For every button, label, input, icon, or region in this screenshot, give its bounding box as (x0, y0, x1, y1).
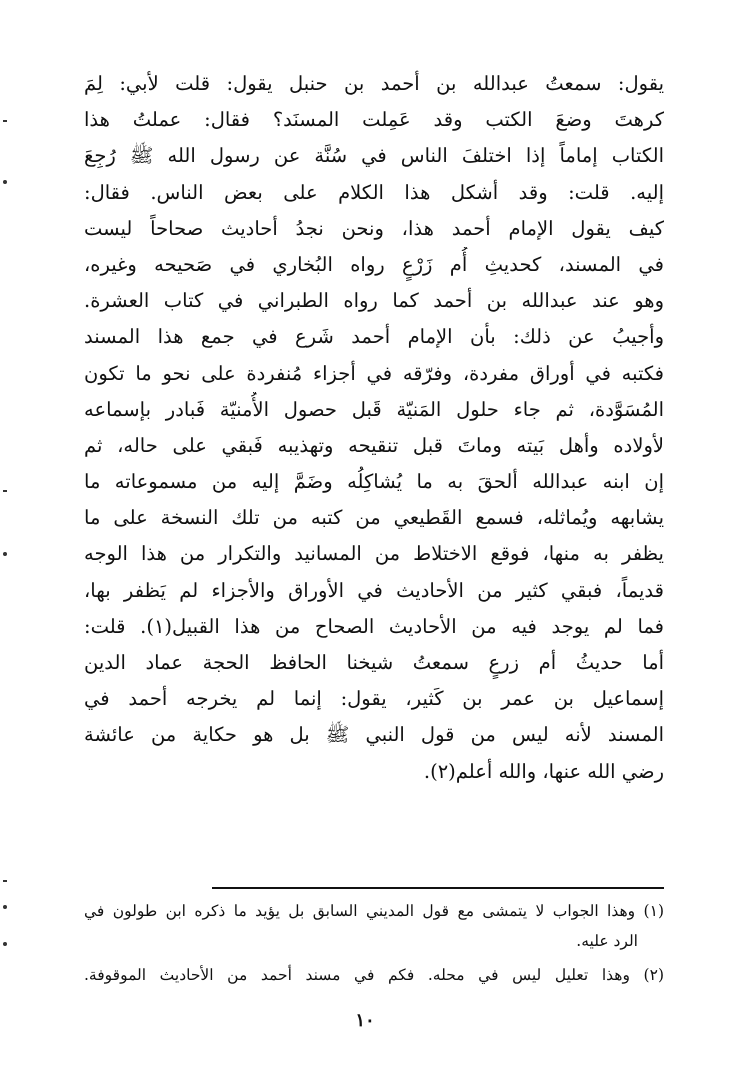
text-line: وهو عند عبدالله بن أحمد كما رواه الطبراني في كتاب العشرة. (84, 289, 664, 313)
margin-mark (3, 880, 7, 882)
text-line: المسند لأنه ليس من قول النبي ﷺ بل هو حكاية من عائشة (84, 723, 664, 747)
text-line: رضي الله عنها، والله أعلم(٢). (423, 759, 664, 783)
text-line: كيف يقول الإمام أحمد هذا، ونحن نجدُ أحاديث صحاحاً ليست (84, 216, 664, 240)
main-text (84, 66, 664, 790)
margin-mark (3, 180, 7, 184)
text-line: يشابهه ويُماثله، فسمع القَطيعي من كتبه من تلك النسخة على ما (84, 506, 664, 530)
text-line: لأولاده وأهل بَيته وماتَ قبل تنقيحه وتهذيبه فَبقي على حاله، ثم (84, 433, 664, 457)
footnote-line: (١) وهذا الجواب لا يتمشى مع قول المديني السابق بل يؤيد ما ذكره ابن طولون في (84, 902, 664, 920)
footnote-separator (212, 887, 664, 889)
footnote-line: الرد عليه. (576, 932, 638, 950)
text-line: إسماعيل بن عمر بن كَثير، يقول: إنما لم يخرجه أحمد في (84, 687, 664, 711)
page-number: ١٠ (355, 1010, 375, 1031)
text-line: المُسَوَّدة، ثم جاء حلول المَنيّة قَبل حصول الأُمنيّة فَبادر بإسماعه (84, 397, 664, 421)
text-line: فما لم يوجد فيه من الأحاديث الصحاح من هذا القبيل(١). قلت: (84, 614, 664, 638)
text-line: الكتاب إماماً إذا اختلفَ الناس في سُنَّة عن رسول الله ﷺ رُجِعَ (84, 144, 664, 168)
text-line: يظفر به منها، فوقع الاختلاط من المسانيد والتكرار من هذا الوجه (84, 542, 664, 566)
text-line: قديماً، فبقي كثير من الأحاديث في الأوراق والأجزاء لم يَظفر بها، (84, 578, 664, 602)
margin-mark (3, 552, 7, 556)
margin-mark (3, 905, 7, 909)
footnotes (84, 896, 664, 990)
margin-mark (3, 490, 7, 492)
text-line: أما حديثُ أم زرعٍ سمعتُ شيخنا الحافظ الحجة عماد الدين (84, 651, 664, 674)
text-line: إن ابنه عبدالله ألحقَ به ما يُشاكِلُه وضَمَّ إليه من مسموعاته ما (84, 470, 664, 494)
text-line: إليه. قلت: وقد أشكل هذا الكلام على بعض الناس. فقال: (84, 180, 664, 204)
margin-mark (3, 942, 7, 946)
footnote-line: (٢) وهذا تعليل ليس في محله. فكم في مسند أحمد من الأحاديث الموقوفة. (84, 966, 664, 984)
text-line: فكتبه في أوراق مفردة، وفرّقه في أجزاء مُنفردة على نحو ما تكون (84, 361, 664, 385)
margin-mark (3, 120, 7, 122)
text-line: في المسند، كحديثِ أُم زَرْعٍ رواه البُخاري في صَحيحه وغيره، (84, 252, 664, 276)
text-line: يقول: سمعتُ عبدالله بن أحمد بن حنبل يقول: قلت لأبي: لِمَ (84, 72, 664, 95)
text-line: كرهتَ وضعَ الكتب وقد عَمِلت المسنَد؟ فقال: عملتُ هذا (84, 108, 664, 132)
text-line: وأجيبُ عن ذلك: بأن الإمام أحمد شَرع في جمع هذا المسند (84, 325, 664, 349)
